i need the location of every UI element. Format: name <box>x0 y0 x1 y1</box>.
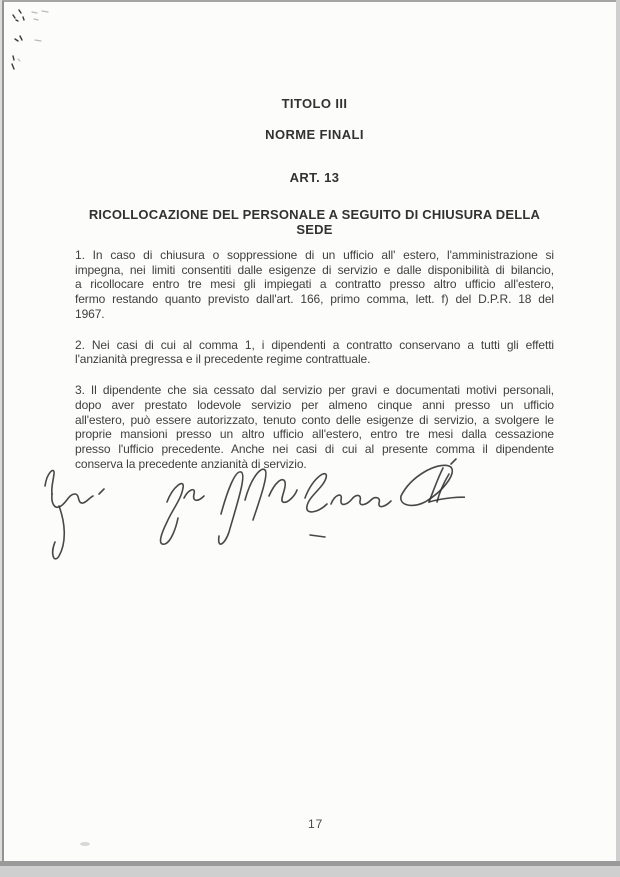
scan-border-right <box>616 0 620 877</box>
text-line: l'anzianità pregressa e il precedente regime contrattuale. <box>75 352 371 367</box>
binding-mark-icon <box>10 6 54 26</box>
text-line: 1967. <box>75 306 105 321</box>
text-line: impegna, nei limiti consentiti dalle esigenze di servizio e dalle disponibilità di bilancio, <box>75 262 554 277</box>
text-line: presso l'ufficio precedente. Anche nei casi di cui al presente comma il dipendente <box>75 442 554 457</box>
signature-3 <box>305 459 465 512</box>
paragraph-1 <box>75 248 554 321</box>
page-number: 17 <box>308 817 324 831</box>
text-line: 1. In caso di chiusura o soppressione di un ufficio all' estero, l'amministrazione si <box>75 248 554 262</box>
text-line: proprie mansioni presso un altro ufficio all'estero, entro tre mesi dalla cessazione <box>75 427 554 442</box>
text-line: conserva la precedente anzianità di servizio. <box>75 456 307 471</box>
document-body <box>75 248 554 488</box>
text-line: a ricollocare entro tre mesi gli impiegati a contratto presso altro ufficio all'estero, <box>75 277 554 292</box>
article-number: ART. 13 <box>289 170 340 185</box>
text-line: 3. Il dipendente che sia cessato dal servizio per gravi e documentati motivi personali, <box>75 383 554 398</box>
binding-mark-icon <box>11 32 51 48</box>
section-title: TITOLO III <box>281 96 348 111</box>
scan-speck <box>80 842 90 846</box>
handwritten-signatures <box>25 456 465 571</box>
text-line: all'estero, può essere autorizzato, tenuto conto delle esigenze di servizio, a svolgere le <box>75 412 554 427</box>
section-subtitle: NORME FINALI <box>265 127 364 142</box>
text-line: 2. Nei casi di cui al comma 1, i dipendenti a contratto conservano a tutti gli effetti <box>75 337 554 352</box>
paragraph-2 <box>75 338 554 367</box>
signature-2 <box>161 469 297 544</box>
underline-dash <box>310 535 325 537</box>
scan-border-top <box>0 0 620 2</box>
scan-border-left-dark <box>2 1 4 867</box>
scan-border-bottom-band <box>0 866 620 877</box>
binding-mark-icon <box>7 53 23 73</box>
signature-1 <box>45 470 104 558</box>
text-line: fermo restando quanto previsto dall'art. 166, primo comma, lett. f) del D.P.R. 18 del <box>75 291 554 306</box>
text-line: dopo aver prestato lodevole servizio per almeno cinque anni presso un ufficio <box>75 398 554 413</box>
article-title: RICOLLOCAZIONE DEL PERSONALE A SEGUITO DI CHIUSURA DELLA SEDE <box>88 207 541 237</box>
